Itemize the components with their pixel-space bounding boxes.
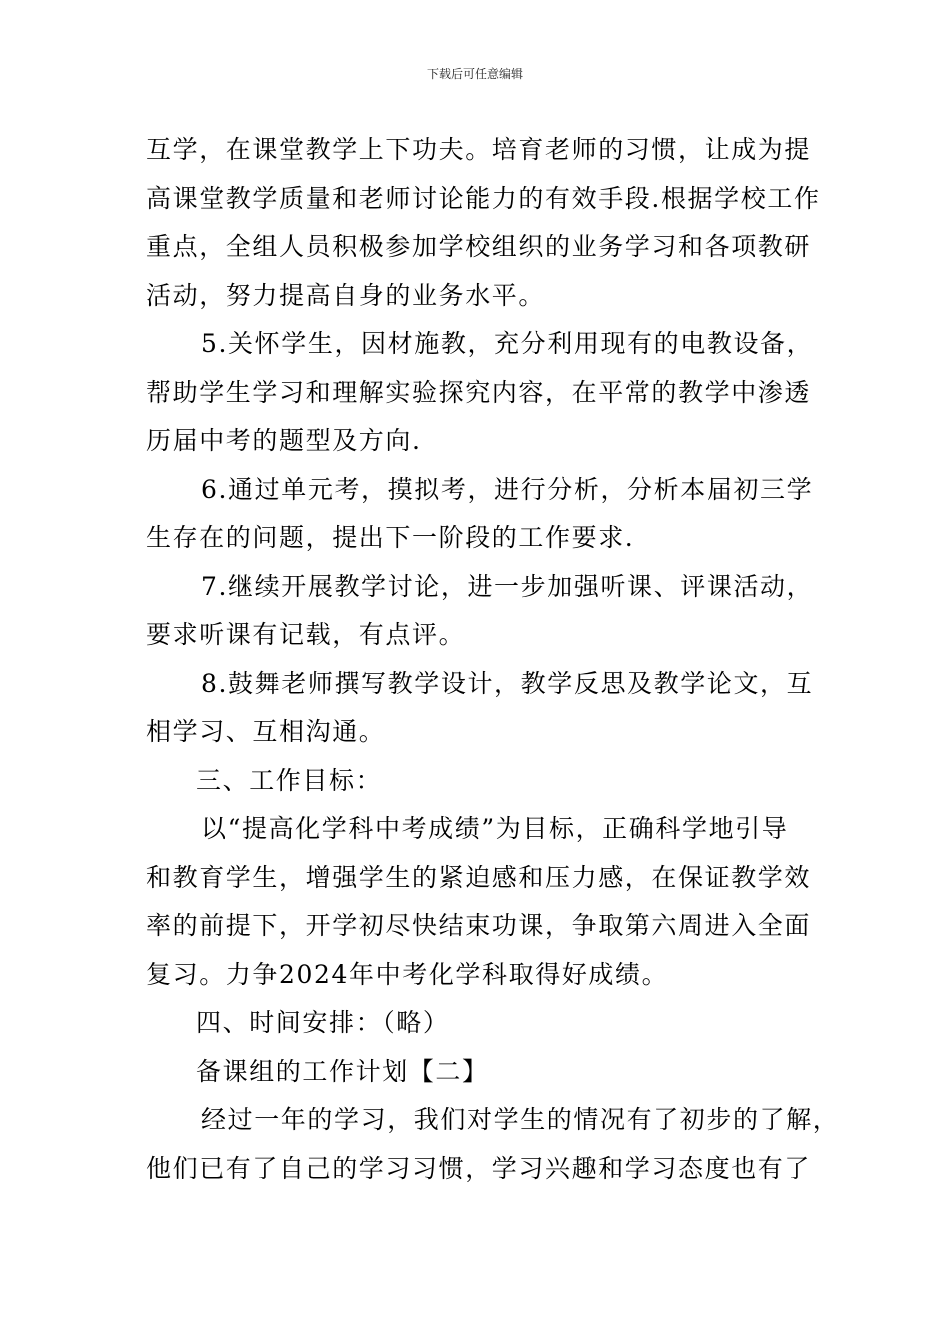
text-line: 复习。力争2024年中考化学科取得好成绩。 [146, 959, 669, 989]
section-heading-schedule [146, 999, 816, 1048]
paragraph-item-5 [146, 320, 816, 466]
paragraph-item-7 [146, 563, 816, 660]
section-heading-plan-two [146, 1048, 816, 1097]
text-line: 要求听课有记载，有点评。 [146, 620, 466, 649]
text-line: 重点，全组人员积极参加学校组织的业务学习和各项教研 [146, 232, 812, 261]
page-header-note: 下载后可任意编辑 [426, 67, 523, 81]
text-line: 历届中考的题型及方向. [146, 426, 422, 455]
document-body [146, 126, 840, 1193]
text-line: 活动，努力提高自身的业务水平。 [146, 280, 546, 310]
paragraph-item-8 [146, 660, 816, 757]
section-heading-goals [146, 757, 816, 806]
text-line: 四、时间安排：（略） [196, 1008, 450, 1037]
paragraph-teaching-research [146, 126, 821, 320]
paragraph-item-6 [146, 466, 816, 563]
text-line: 和教育学生，增强学生的紧迫感和压力感，在保证教学效 [146, 862, 812, 892]
text-line: 以“提高化学科中考成绩”为目标，正确科学地引导 [201, 814, 789, 843]
text-line: 高课堂教学质量和老师讨论能力的有效手段.根据学校工作 [146, 183, 821, 213]
paragraph-goals [146, 805, 816, 999]
text-line: 8.鼓舞老师撰写教学设计，教学反思及教学论文，互 [201, 668, 814, 698]
text-line: 帮助学生学习和理解实验探究内容，在平常的教学中渗透 [146, 377, 812, 407]
text-line: 三、工作目标： [196, 765, 383, 795]
text-line: 互学，在课堂教学上下功夫。培育老师的习惯，让成为提 [146, 135, 812, 164]
text-line: 他们已有了自己的学习习惯，学习兴趣和学习态度也有了 [146, 1153, 812, 1183]
text-line: 备课组的工作计划【二】 [196, 1056, 489, 1086]
text-line: 生存在的问题，提出下一阶段的工作要求. [146, 523, 635, 552]
text-line: 5.关怀学生，因材施教，充分利用现有的电教设备， [201, 329, 814, 358]
paragraph-plan-two [146, 1096, 840, 1193]
text-line: 相学习、互相沟通。 [146, 717, 386, 746]
text-line: 6.通过单元考，摸拟考，进行分析，分析本届初三学 [201, 474, 814, 504]
text-line: 经过一年的学习，我们对学生的情况有了初步的了解， [201, 1105, 840, 1134]
text-line: 率的前提下，开学初尽快结束功课，争取第六周进入全面 [146, 911, 812, 940]
text-line: 7.继续开展教学讨论，进一步加强听课、评课活动， [201, 571, 814, 601]
